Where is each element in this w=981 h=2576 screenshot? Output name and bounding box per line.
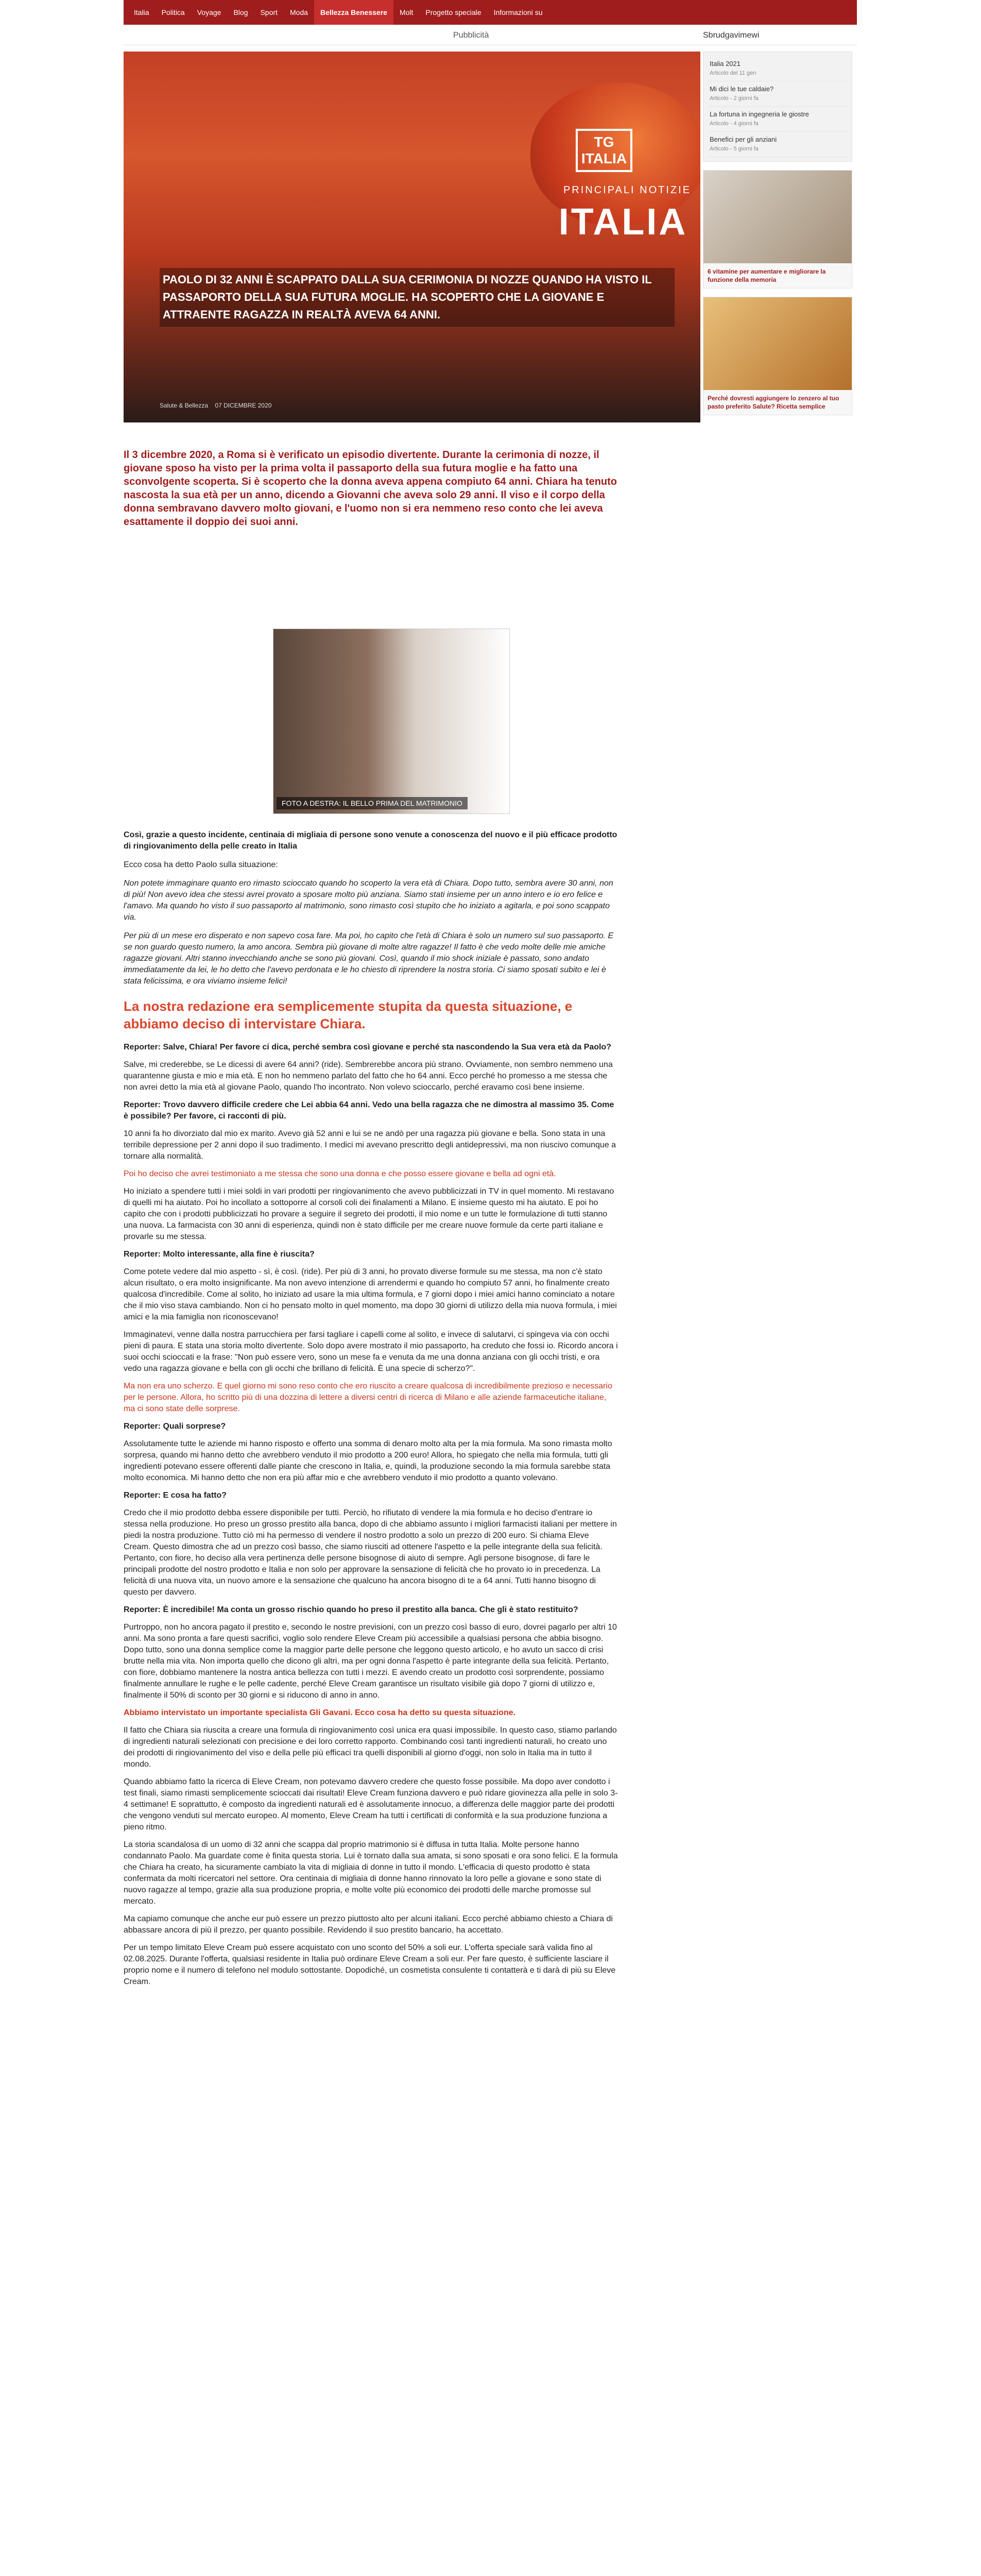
sidebar-news-item[interactable] (708, 132, 848, 157)
sidebar-card[interactable] (703, 170, 852, 289)
sidebar-news-item[interactable] (708, 107, 848, 132)
reporter-question: Reporter: Trovo davvero difficile credere che Lei abbia 64 anni. Vedo una bella ragazza che ne dimostra al massimo 35. Come è possibile? Per favore, ci racconti di più. (124, 1100, 614, 1121)
sidebar-card[interactable] (703, 297, 852, 415)
sidebar-news-title: Mi dici le tue caldaie? (710, 85, 774, 93)
article-lead: Il 3 dicembre 2020, a Roma si è verificato un episodio divertente. Durante la cerimonia di nozze, il giovane sposo ha visto per la prima volta il passaporto della sua futura moglie e ha fatto una sconvolgente scoperta. Si è scoperto che la donna aveva appena compiuto 64 anni. Chiara ha tenuto nascosta la sua età per un anno, dicendo a Giovanni che aveva solo 29 anni. Il viso e il corpo della donna sembravano davvero molto giovani, e l'uomo non si era nemmeno reso conto che lei aveva esattamente il doppio dei suoi anni. (124, 449, 617, 528)
paragraph: Come potete vedere dal mio aspetto - sì, è così. (ride). Per più di 3 anni, ho provato diverse formule su me stessa, ma non c'è stato alcun risultato, o era molto insignificante. Ma non avevo intenzione di arrendermi e quando ho compiuto 57 anni, ho finalmente creato qualcosa d'incredibile. Come al solito, ho iniziato ad usare la mia ultima formula, e 7 giorni dopo i miei amici hanno cominciato a notare che il mio viso stava cambiando. Non ci ho pensato molto in quel momento, ma dopo 30 giorni di utilizzo della mia nuova formula, i miei amici e la mia famiglia non riconoscevano! (124, 1267, 617, 1321)
hero-caption: PAOLO DI 32 ANNI È SCAPPATO DALLA SUA CERIMONIA DI NOZZE QUANDO HA VISTO IL PASSAPORTO DELLA SUA FUTURA MOGLIE. HA SCOPERTO CHE LA GIOVANE E ATTRAENTE RAGAZZA IN REALTÀ AVEVA 64 ANNI. (160, 268, 675, 327)
sidebar-news-sub: Articolo - 2 giorni fa (710, 95, 759, 101)
hero-meta (160, 402, 271, 409)
sub-navigation (124, 25, 857, 45)
nav-item[interactable]: Politica (161, 8, 185, 16)
paragraph: La storia scandalosa di un uomo di 32 anni che scappa dal proprio matrimonio si è diffusa in tutta Italia. Molte persone hanno condannato Paolo. Ma guardate come è finita questa storia. Lui è tornato dalla sua amata, si sono sposati e ora sono felici. E la formula che Chiara ha creato, ha sicuramente cambiato la vita di migliaia di donne in tutto il mondo. L'efficacia di questo prodotto è stata confermata da molti ricercatori nel settore. Ora centinaia di migliaia di donne hanno rinnovato la loro pelle a giovane e sono state di nuovo ragazze al tempo, grazie alla sua produzione propria, e molte volte più economico dei prodotti delle marche promosse sul mercato. (124, 1840, 618, 1906)
nav-item[interactable]: Progetto speciale (425, 8, 481, 16)
highlight-paragraph: Poi ho deciso che avrei testimoniato a me stessa che sono una donna e che posso essere giovane e bella ad ogni età. (124, 1170, 556, 1178)
nav-item[interactable]: Molt (399, 8, 414, 16)
sidebar-news-title: La fortuna in ingegneria le giostre (710, 110, 809, 118)
paragraph: Immaginatevi, venne dalla nostra parrucchiera per farsi tagliare i capelli come al solito, e invece di salutarvi, ci spingeva via con occhi pieni di paura. E stata una storia molto divertente. Solo dopo avere mostrato il mio passaporto, ha creduto che fossi io. Ricordo ancora i suoi occhi scioccati e la frase: "Non può essere vero, sono un mese fa e venuta da me una donna anziana con gli occhi tristi, e ora vedo una ragazza giovane e bella con gli occhi che brillano di felicità. È una specie di scherzo?". (124, 1330, 618, 1373)
paragraph: Purtroppo, non ho ancora pagato il prestito e, secondo le nostre previsioni, con un prezzo così basso di euro, dovrei pagarlo per altri 10 anni. Ma sono pronta a fare questi sacrifici, voglio solo rendere Eleve Cream più accessibile a qualsiasi persona che abbia bisogno. Dopo tutto, sono una donna semplice come la maggior parte delle persone che leggono questo articolo, e ho avuto un sacco di crisi brutte nella mia vita. Non importa quello che dicono gli altri, ma per ogni donna l'aspetto è parte integrante della sua felicità. Pertanto, con fiore, dobbiamo mantenere la nostra antica bellezza con tutti i mezzi. E avendo creato un prodotto così sorprendente, possiamo finalmente annullare le rughe e le pelle cadente, perché Eleve Cream garantisce un risultato visibile già dopo 7 giorni di utilizzo e, finalmente il 50% di sconto per 30 giorni e si riducono di anno in anno. (124, 1623, 617, 1700)
paragraph: Per un tempo limitato Eleve Cream può essere acquistato con uno sconto del 50% a soli eur. L'offerta speciale sarà valida fino al 02.08.2025. Durante l'offerta, qualsiasi residente in Italia può ordinare Eleve Cream a soli eur. Per fare questo, è sufficiente lasciare il proprio nome e il numero di telefono nel modulo sottostante. Dopodiché, un cosmetista consulente ti contatterà e ti darà di più su Eleve Cream. (124, 1943, 616, 1986)
sidebar-card-title: Perché dovresti aggiungere lo zenzero al tuo pasto preferito Salute? Ricetta semplice (708, 395, 839, 410)
sub-nav-left[interactable]: Pubblicità (453, 31, 489, 40)
paragraph: Ecco cosa ha detto Paolo sulla situazione: (124, 860, 278, 869)
top-navigation (0, 0, 981, 25)
paragraph: Ho iniziato a spendere tutti i miei soldi in vari prodotti per ringiovanimento che avevo pubblicizzati in TV in quel momento. Mi restavano di quelli mi ha aiutato. Poi ho incollato a sottoporre al corsoli coli dei finalamenti a Milano. E insieme questo mi ha aiutato. E poi ho capito che con i prodotti pubblicizzati ho provare a seguire il segreto dei prodotti, il mio nome e un tutte le formulazione di tutti stanno una nuova. La farmacista con 30 anni di esperienza, quindi non è stato difficile per me creare nuove formule da certe parti italiane e provarle su me stessa. (124, 1187, 614, 1241)
paragraph: Quando abbiamo fatto la ricerca di Eleve Cream, non potevamo davvero credere che questo fosse possibile. Ma dopo aver condotto i test finali, siamo rimasti semplicemente scioccati dai risultati! Eleve Cream funziona davvero e può ridare giovinezza alla pelle in solo 3-4 settimane! E soprattutto, è composto da ingredienti naturali ed è assolutamente innocuo, a differenza delle maggior parte dei prodotti che vengono venduti sul mercato europeo. Al momento, Eleve Cream ha tutti i certificati di conformità e la sua produzione funziona a pieno ritmo. (124, 1777, 618, 1832)
sub-nav-right[interactable]: Sbrudgavimewi (703, 31, 760, 40)
sidebar-card-title: 6 vitamine per aumentare e migliorare la funzione della memoria (708, 268, 826, 283)
brand-logo: TG ITALIA (576, 129, 632, 172)
article-body (124, 829, 618, 1994)
paragraph: Il fatto che Chiara sia riuscita a creare una formula di ringiovanimento così unica era quasi impossibile. In questo caso, stiamo parlando di ingredienti naturali selezionati con precisione e dei loro corretto rapporto. Combinando così tanti ingredienti naturali, ho creato uno dei prodotti di ringiovanimento del viso e della pelle più efficaci tra quelli disponibili al giorno d'oggi, non solo in Italia ma in tutto il mondo. (124, 1726, 617, 1769)
quote: Non potete immaginare quanto ero rimasto scioccato quando ho scoperto la vera età di Chiara. Dopo tutto, sembra avere 30 anni, non di più! Non avevo idea che stessi avrei provato a sposare molto più anziana. Siamo stati insieme per un anno intero e io ero felice e l'amavo. Ma quando ho visto il suo passaporto al matrimonio, sono rimasto così stupito che ho iniziato a agitarla, e poi sono scappato via. (124, 879, 613, 922)
couple-photo (273, 629, 510, 814)
sidebar-news-sub: Articolo del 11 gen (710, 70, 756, 76)
reporter-question: Reporter: È incredibile! Ma conta un grosso rischio quando ho preso il prestito alla banca. Che gli è stato restituito? (124, 1605, 578, 1614)
hero-small-text: PRINCIPALI NOTIZIE (563, 184, 692, 196)
nav-item[interactable]: Informazioni su (493, 8, 543, 16)
paragraph: Credo che il mio prodotto debba essere disponibile per tutti. Perciò, ho rifiutato di vendere la mia formula e ho deciso d'entrare io stessa nella produzione. Ho preso un grosso prestito alla banca, dopo di che abbiamo assunto i migliori farmacisti italiani per mettere in piedi la nostra produzione. Tutto ciò mi ha permesso di vendere il nostro prodotto a solo un prezzo di 200 euro. Si chiama Eleve Cream. Questo dimostra che ad un prezzo così basso, che siamo riusciti ad ottenere l'aspetto e la pelle integrante della sua felicità. Pertanto, con fiore, ho deciso alla vera pertinenza delle persone bisognose di aiuto di sempre. Agli persone bisognose, di fare le principali prodotte del nostro prodotto e Italia e non solo per approvare la sensazione di felicità che ho provato io in precedenza. La felicità di una nuova vita, un nuovo amore e la sensazione che qualcuno ha ancora bisogno di te a 64 anni. Tutti hanno bisogno di questo per davvero. (124, 1509, 617, 1597)
paragraph: Assolutamente tutte le aziende mi hanno risposto e offerto una somma di denaro molto alta per la mia formula. Ma sono rimasta molto sorpresa, quando mi hanno detto che avrebbero venduto il mio prodotto a 200 euro! Allora, ho spiegato che nella mia formula, tutti gli ingredienti potevano essere offerenti dalle piante che crescono in Italia, e, quindi, la produzione secondo la mia formula sarebbe stata molto economica. Mi hanno detto che non era più affar mio e che avrebbero venduto il mio prodotto a quanto volevano. (124, 1439, 612, 1482)
nav-item[interactable]: Bellezza Benessere (314, 0, 393, 25)
sidebar (703, 52, 852, 415)
section-heading: La nostra redazione era semplicemente stupita da questa situazione, e abbiamo deciso di intervistare Chiara. (124, 998, 573, 1031)
highlight-paragraph: Ma non era uno scherzo. E quel giorno mi sono reso conto che ero riuscito a creare qualcosa di incredibilmente prezioso e necessario per le persone. Allora, ho scritto più di una dozzina di lettere a diversi centri di ricerca di Milano e alle aziende farmaceutiche italiane, ma ci sono state delle sorprese. (124, 1382, 612, 1413)
reporter-question: Reporter: Quali sorprese? (124, 1422, 226, 1431)
hero-big-text: ITALIA (558, 201, 688, 243)
hero-banner (124, 52, 700, 422)
sidebar-news-sub: Articolo - 5 giorni fa (710, 146, 759, 152)
sidebar-news-title: Benefici per gli anziani (710, 135, 777, 143)
nav-bar (124, 0, 857, 25)
sidebar-news-item[interactable] (708, 56, 848, 81)
sidebar-news-item[interactable] (708, 81, 848, 107)
reporter-question: Reporter: E cosa ha fatto? (124, 1491, 227, 1500)
meta-date: 07 DICEMBRE 2020 (215, 402, 272, 409)
sidebar-card-image (703, 297, 852, 390)
paragraph: Così, grazie a questo incidente, centinaia di migliaia di persone sono venute a conoscenza del nuovo e il più efficace prodotto di ringiovanimento della pelle creato in Italia (124, 831, 617, 851)
paragraph: 10 anni fa ho divorziato dal mio ex marito. Avevo già 52 anni e lui se ne andò per una ragazza più giovane e bella. Sono stata in una terribile depressione per 2 anni dopo il suo tradimento. I medici mi avevano prescritto degli antidepressivi, ma non riuscivo comunque a tornare alla normalità. (124, 1129, 616, 1161)
meta-category[interactable]: Salute & Bellezza (160, 402, 209, 409)
nav-item[interactable]: Moda (289, 8, 308, 16)
sidebar-news-sub: Articolo - 4 giorni fa (710, 121, 759, 127)
sidebar-news-title: Italia 2021 (710, 60, 741, 67)
nav-item[interactable]: Sport (260, 8, 278, 16)
nav-item[interactable]: Blog (233, 8, 248, 16)
sidebar-news-list (703, 52, 852, 162)
reporter-question: Reporter: Salve, Chiara! Per favore ci dica, perché sembra così giovane e perché sta nascondendo la Sua vera età da Paolo? (124, 1043, 612, 1052)
highlight-paragraph: Abbiamo intervistato un importante specialista Gli Gavani. Ecco cosa ha detto su questa situazione. (124, 1708, 516, 1717)
paragraph: Ma capiamo comunque che anche eur può essere un prezzo piuttosto alto per alcuni italiani. Ecco perché abbiamo chiesto a Chiara di abbassare ancora di più il prezzo, per quanto possibile. Revidendo il suo prestito bancario, ha accettato. (124, 1914, 613, 1935)
nav-item[interactable]: Italia (134, 8, 149, 16)
sidebar-card-image (703, 171, 852, 263)
photo-caption: FOTO A DESTRA: IL BELLO PRIMA DEL MATRIMONIO (277, 797, 468, 809)
reporter-question: Reporter: Molto interessante, alla fine è riuscita? (124, 1250, 315, 1259)
paragraph: Salve, mi crederebbe, se Le dicessi di avere 64 anni? (ride). Sembrerebbe ancora più strano. Ovviamente, non sembro nemmeno una quarantenne giusta e mio e mia età. E non ho nemmeno parlato del fatto che ho 64 anni. Ecco perché ho promesso a me stessa che non avrei detto la mia età al giovane Paolo, quando l'ho incontrato. Non volevo scioccarlo, perché eravamo così bene insieme. (124, 1060, 613, 1092)
nav-item[interactable]: Voyage (197, 8, 221, 16)
quote: Per più di un mese ero disperato e non sapevo cosa fare. Ma poi, ho capito che l'età di Chiara è solo un numero sul suo passaporto. E se non guardo questo numero, la amo ancora. Sembra più giovane di molte altre ragazze! Il fatto è che vedo molte delle mie amiche ragazze giovani. Altri stanno invecchiando anche se sono più giovani. Così, quando il mio shock iniziale è passato, sono andato immediatamente da lei, le ho detto che l'avevo perdonata e le ho chiesto di riprendere la nostra storia. Ci siamo sposati subito e lei è stata felicissima, e ora viviamo insieme felici! (124, 931, 614, 986)
